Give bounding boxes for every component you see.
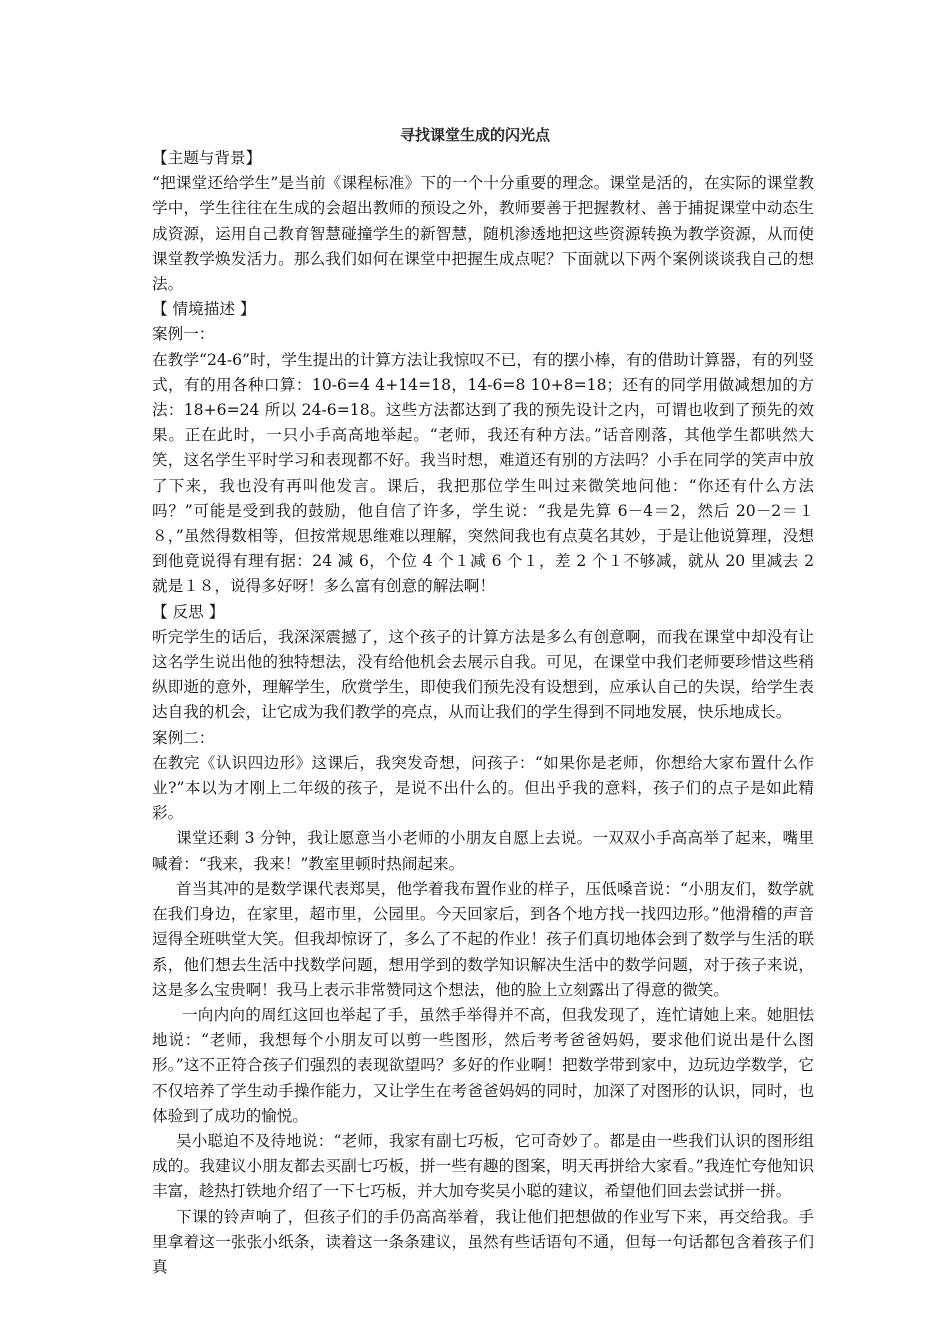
paragraph-zheng-hao: 首当其冲的是数学课代表郑昊，他学着我布置作业的样子，压低嗓音说：“小朋友们，数学就在我们身边，在家里，超市里，公园里。今天回家后，到各个地方找一找四边形。”他滑稽的声音逗得全班哄堂大笑。但我却惊讶了，多么了不起的作业！孩子们真切地体会到了数学与生活的联系，他们想去生活中找数学问题，想用学到的数学知识解决生活中的数学问题，对于孩子来说，这是多么宝贵啊！我马上表示非常赞同这个想法，他的脸上立刻露出了得意的微笑。 — [152, 879, 814, 999]
case-one-label: 案例一： — [152, 325, 215, 344]
document-body — [152, 146, 814, 1280]
paragraph-case-two-intro: 在教完《认识四边形》这课后，我突发奇想，问孩子：“如果你是老师，你想给大家布置什么作业?”本以为才刚上二年级的孩子，是说不出什么的。但出乎我的意料，孩子们的点子是如此精彩。 — [152, 753, 814, 823]
section-heading-reflection: 【 反思 】 — [152, 602, 225, 621]
paragraph-zhou-hong: 一向内向的周红这回也举起了手，虽然手举得并不高，但我发现了，连忙请她上来。她胆怯地说：“老师，我想每个小朋友可以剪一些图形，然后考考爸爸妈妈，要求他们说出是什么图形。”这不正符合孩子们强烈的表现欲望吗？多好的作业啊！把数学带到家中，边玩边学数学，它不仅培养了学生动手操作能力，又让学生在考爸爸妈妈的同时，加深了对图形的认识，同时，也体验到了成功的愉悦。 — [152, 1005, 814, 1125]
section-heading-situation: 【 情境描述 】 — [152, 300, 256, 319]
case-two-label: 案例二： — [152, 728, 215, 747]
paragraph-case-two-start: 课堂还剩 3 分钟，我让愿意当小老师的小朋友自愿上去说。一双双小手高高举了起来，嘴里喊着：“我来，我来！”教室里顿时热闹起来。 — [152, 829, 814, 873]
section-heading-background: 【主题与背景】 — [152, 149, 262, 167]
paragraph-wu-xiaocong: 吴小聪迫不及待地说：“老师，我家有副七巧板，它可奇妙了。都是由一些我们认识的图形组成的。我建议小朋友都去买副七巧板，拼一些有趣的图案，明天再拼给大家看。”我连忙夸他知识丰富，趁热打铁地介绍了一下七巧板，并大加夸奖吴小聪的建议，希望他们回去尝试拼一拼。 — [152, 1131, 814, 1201]
paragraph-bell: 下课的铃声响了，但孩子们的手仍高高举着，我让他们把想做的作业写下来，再交给我。手里拿着这一张张小纸条，读着这一条条建议，虽然有些话语句不通，但每一句话都包含着孩子们真 — [152, 1207, 814, 1276]
document-title: 寻找课堂生成的闪光点 — [399, 126, 550, 144]
paragraph-background: “把课堂还给学生”是当前《课程标准》下的一个十分重要的理念。课堂是活的，在实际的课堂教学中，学生往往在生成的会超出教师的预设之外，教师要善于把握教材、善于捕捉课堂中动态生成资源，运用自己教育智慧碰撞学生的新智慧，随机渗透地把这些资源转换为教学资源，从而使课堂教学焕发活力。那么我们如何在课堂中把握生成点呢？下面就以下两个案例谈谈我自己的想法。 — [152, 174, 814, 294]
paragraph-case-one: 在教学“24-6”时，学生提出的计算方法让我惊叹不已，有的摆小棒，有的借助计算器，有的列竖式，有的用各种口算：10-6=4 4+14=18，14-6=8 10+8=18；还有的同学用做减想加的方法：18+6=24 所以 24-6=18。这些方法都达到了我的预先设计之内，可谓也收到了预先的效果。正在此时，一只小手高高地举起。“老师，我还有种方法。”话音刚落，其他学生都哄然大笑，这名学生平时学习和表现都不好。我当时想，难道还有别的方法吗？小手在同学的笑声中放了下来，我也没有再叫他发言。课后，我把那位学生叫过来微笑地问他：“你还有什么方法吗？”可能是受到我的鼓励，他自信了许多，学生说：“我是先算 6－4＝2，然后 20－2＝１８，”虽然得数相等，但按常规思维难以理解，突然间我也有点莫名其妙，于是让他说算理，没想到他竟说得有理有据：24 减 6，个位 4 个１减 6 个１，差 2 个１不够减，就从 20 里减去 2 就是１８，说得多好呀！多么富有创意的解法啊！ — [152, 350, 814, 596]
paragraph-reflection: 听完学生的话后，我深深震撼了，这个孩子的计算方法是多么有创意啊，而我在课堂中却没有让这名学生说出他的独特想法，没有给他机会去展示自我。可见，在课堂中我们老师要珍惜这些稍纵即逝的意外，理解学生，欣赏学生，即使我们预先没有设想到，应承认自己的失误，给学生表达自我的机会，让它成为我们教学的亮点，从而让我们的学生得到不同地发展，快乐地成长。 — [152, 627, 814, 722]
